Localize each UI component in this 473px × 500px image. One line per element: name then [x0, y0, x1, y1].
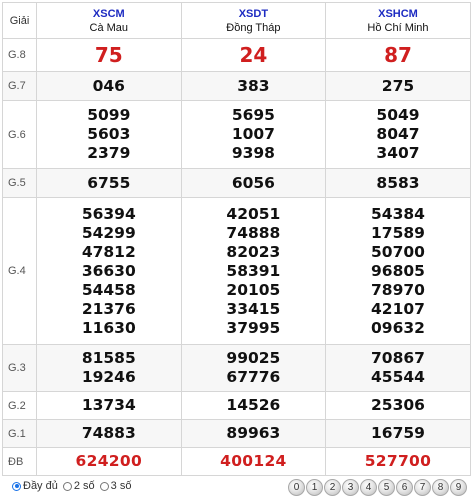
prize-number: 09632	[371, 318, 425, 337]
prize-number: 54384	[371, 204, 425, 223]
prize-number: 96805	[371, 261, 425, 280]
prize-number: 2379	[87, 144, 131, 162]
prize-number: 17589	[371, 223, 425, 242]
prize-number: 5099	[87, 106, 131, 124]
radio-icon[interactable]	[100, 482, 109, 491]
prize-number: 400124	[220, 452, 287, 470]
prize-number: 75	[94, 42, 123, 67]
prize-column-header: Giải	[3, 3, 37, 39]
prize-cell	[37, 448, 182, 476]
province-code[interactable]: XSCM	[92, 7, 125, 20]
prize-number: 25306	[371, 396, 425, 414]
prize-number: 3407	[376, 144, 420, 162]
province-header-ca-mau	[37, 3, 182, 39]
prize-cell	[37, 345, 182, 392]
digit-ball[interactable]: 6	[396, 479, 413, 496]
province-code[interactable]: XSDT	[238, 7, 269, 20]
prize-number: 8583	[376, 173, 420, 192]
prize-cell	[181, 39, 326, 72]
prize-row-g3	[3, 345, 471, 392]
prize-label: G.8	[3, 39, 37, 72]
prize-number: 42107	[371, 299, 425, 318]
prize-cell	[326, 72, 471, 101]
prize-number: 6056	[231, 173, 275, 192]
prize-number: 624200	[75, 452, 143, 470]
prize-number: 74883	[81, 424, 136, 442]
digit-ball[interactable]: 4	[360, 479, 377, 496]
prize-label: G.4	[3, 198, 37, 345]
prize-cell	[37, 72, 182, 101]
prize-cell	[37, 39, 182, 72]
digit-ball[interactable]: 5	[378, 479, 395, 496]
prize-cell	[326, 39, 471, 72]
option-label: Đầy đủ	[23, 480, 58, 492]
prize-row-special	[3, 448, 471, 476]
prize-number: 50700	[371, 242, 425, 261]
prize-number: 36630	[81, 261, 136, 280]
prize-number: 6755	[87, 173, 131, 192]
prize-cell	[326, 101, 471, 169]
prize-label: G.3	[3, 345, 37, 392]
prize-number: 527700	[364, 452, 432, 470]
prize-number: 13734	[81, 396, 136, 414]
prize-number: 67776	[226, 368, 281, 386]
province-code[interactable]: XSHCM	[378, 7, 418, 20]
prize-number: 58391	[226, 261, 281, 280]
option-3-digits[interactable]	[100, 480, 132, 492]
display-mode-options	[12, 480, 136, 492]
prize-cell	[326, 448, 471, 476]
digit-ball[interactable]: 1	[306, 479, 323, 496]
digit-ball[interactable]: 7	[414, 479, 431, 496]
prize-row-g6	[3, 101, 471, 169]
prize-number: 5603	[87, 125, 131, 143]
radio-selected-icon[interactable]	[12, 482, 21, 491]
prize-number: 99025	[226, 349, 281, 367]
prize-cell	[37, 392, 182, 420]
prize-number: 5695	[231, 106, 275, 124]
province-header-ho-chi-minh	[326, 3, 471, 39]
province-name: Đồng Tháp	[226, 21, 281, 34]
prize-label: ĐB	[3, 448, 37, 476]
option-full[interactable]	[12, 480, 58, 492]
prize-label: G.5	[3, 169, 37, 198]
prize-label: G.2	[3, 392, 37, 420]
prize-cell	[181, 169, 326, 198]
prize-number: 45544	[371, 368, 425, 386]
prize-number: 42051	[226, 204, 281, 223]
digit-ball[interactable]: 9	[450, 479, 467, 496]
digit-ball[interactable]: 0	[288, 479, 305, 496]
prize-number: 19246	[81, 368, 136, 386]
results-table	[2, 2, 471, 476]
prize-cell	[326, 345, 471, 392]
prize-number: 54458	[81, 280, 136, 299]
option-2-digits[interactable]	[63, 480, 95, 492]
prize-row-g7	[3, 72, 471, 101]
prize-number: 20105	[226, 280, 281, 299]
prize-cell	[326, 169, 471, 198]
prize-cell	[326, 198, 471, 345]
digit-ball[interactable]: 2	[324, 479, 341, 496]
prize-cell	[181, 72, 326, 101]
option-label: 2 số	[73, 480, 95, 492]
prize-number: 82023	[226, 242, 281, 261]
prize-number: 87	[384, 42, 412, 67]
prize-number: 81585	[81, 349, 136, 367]
prize-number: 89963	[226, 424, 281, 442]
prize-label: G.7	[3, 72, 37, 101]
prize-cell	[181, 345, 326, 392]
prize-number: 9398	[231, 144, 275, 162]
prize-number: 5049	[376, 106, 420, 124]
prize-row-g4	[3, 198, 471, 345]
prize-number: 33415	[226, 299, 281, 318]
prize-number: 275	[381, 76, 415, 95]
province-name: Hồ Chí Minh	[367, 21, 429, 34]
province-header-dong-thap	[181, 3, 326, 39]
display-controls	[0, 477, 473, 499]
prize-number: 47812	[81, 242, 136, 261]
prize-number: 78970	[371, 280, 425, 299]
prize-cell	[326, 392, 471, 420]
province-name: Cà Mau	[89, 21, 129, 34]
prize-number: 70867	[371, 349, 425, 367]
digit-ball[interactable]: 8	[432, 479, 449, 496]
prize-number: 54299	[81, 223, 136, 242]
prize-row-g5	[3, 169, 471, 198]
prize-cell	[181, 392, 326, 420]
prize-cell	[326, 420, 471, 448]
prize-number: 21376	[81, 299, 136, 318]
prize-cell	[37, 198, 182, 345]
prize-row-g8	[3, 39, 471, 72]
prize-row-g1	[3, 420, 471, 448]
radio-icon[interactable]	[63, 482, 72, 491]
prize-number: 24	[239, 42, 268, 67]
prize-cell	[181, 198, 326, 345]
prize-cell	[181, 420, 326, 448]
digit-ball[interactable]: 3	[342, 479, 359, 496]
prize-number: 1007	[231, 125, 275, 143]
prize-cell	[37, 101, 182, 169]
prize-cell	[37, 169, 182, 198]
prize-number: 14526	[226, 396, 281, 414]
digit-filter	[287, 479, 467, 496]
prize-cell	[181, 101, 326, 169]
prize-cell	[181, 448, 326, 476]
header-row	[3, 3, 471, 39]
prize-number: 74888	[226, 223, 281, 242]
prize-number: 383	[237, 76, 270, 95]
prize-number: 16759	[371, 424, 425, 442]
option-label: 3 số	[110, 480, 132, 492]
prize-number: 046	[92, 76, 125, 95]
prize-number: 11630	[81, 318, 136, 337]
prize-row-g2	[3, 392, 471, 420]
prize-label: G.6	[3, 101, 37, 169]
prize-number: 8047	[376, 125, 420, 143]
prize-cell	[37, 420, 182, 448]
prize-label: G.1	[3, 420, 37, 448]
prize-number: 56394	[81, 204, 136, 223]
prize-number: 37995	[226, 318, 281, 337]
